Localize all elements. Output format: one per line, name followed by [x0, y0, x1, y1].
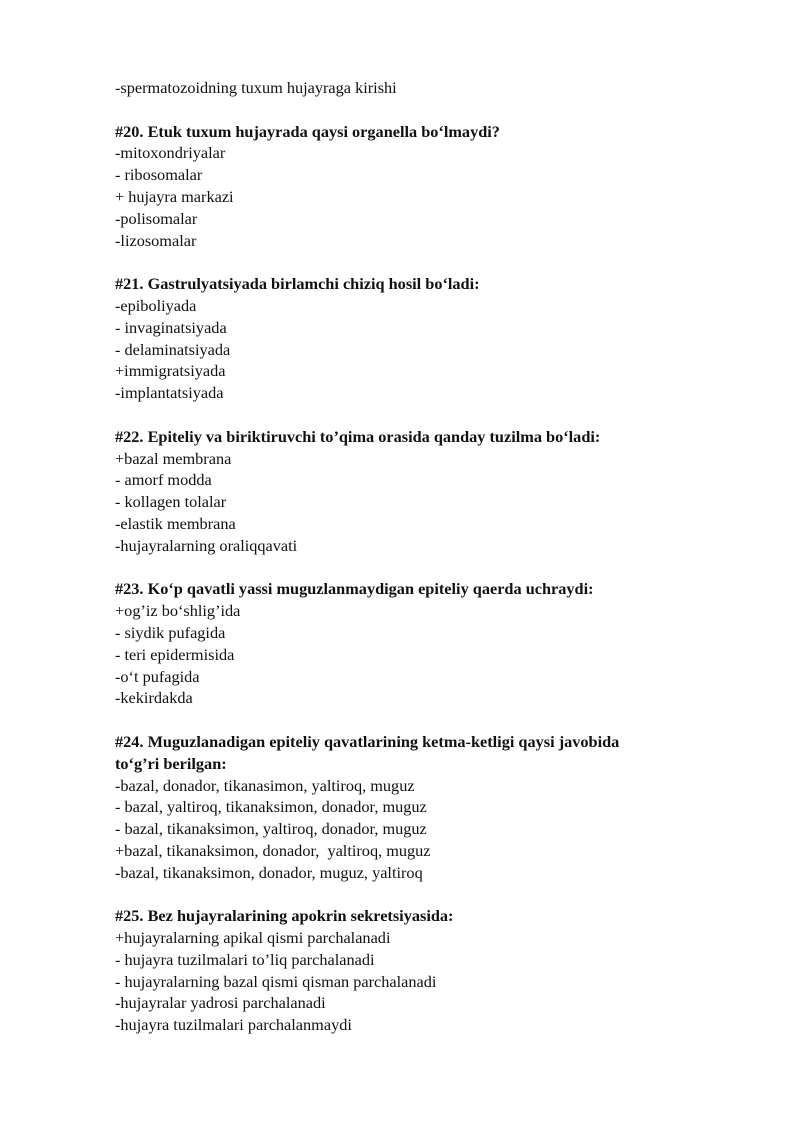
answer-option: -hujayra tuzilmalari parchalanmaydi — [115, 1015, 352, 1035]
answer-option: - bazal, yaltiroq, tikanaksimon, donador, muguz — [115, 797, 427, 817]
spacer — [115, 557, 715, 579]
answer-option: - amorf modda — [115, 470, 212, 490]
answer-option: -epiboliyada — [115, 295, 197, 315]
answer-option: - hujayra tuzilmalari to’liq parchalanadi — [115, 949, 375, 969]
answer-option: - invaginatsiyada — [115, 317, 227, 337]
spacer — [115, 251, 715, 273]
answer-option-correct: +bazal membrana — [115, 448, 232, 468]
question-title: #20. Etuk tuxum hujayrada qaysi organella bo‘lmaydi? — [115, 121, 500, 141]
spacer — [115, 709, 715, 731]
answer-option-correct: +og’iz bo‘shlig’ida — [115, 601, 241, 621]
question-block-20 — [115, 121, 715, 252]
answer-option: -o‘t pufagida — [115, 666, 200, 686]
question-title: #25. Bez hujayralarining apokrin sekretsiyasida: — [115, 906, 454, 926]
answer-option: -hujayralar yadrosi parchalanadi — [115, 993, 326, 1013]
answer-option: - bazal, tikanaksimon, yaltiroq, donador, muguz — [115, 819, 427, 839]
answer-option: -kekirdakda — [115, 688, 193, 708]
answer-option: -bazal, tikanaksimon, donador, muguz, yaltiroq — [115, 862, 423, 882]
answer-option-correct: +hujayralarning apikal qismi parchalanadi — [115, 928, 391, 948]
question-block-25 — [115, 905, 715, 1036]
question-title-line1: #24. Muguzlanadigan epiteliy qavatlarining ketma-ketligi qaysi javobida — [115, 731, 620, 751]
spacer — [115, 404, 715, 426]
question-title: #21. Gastrulyatsiyada birlamchi chiziq hosil bo‘ladi: — [115, 274, 480, 294]
answer-option: -implantatsiyada — [115, 383, 224, 403]
answer-option: - teri epidermisida — [115, 644, 235, 664]
intro-line: -spermatozoidning tuxum hujayraga kirishi — [115, 78, 397, 97]
question-block-21 — [115, 273, 715, 404]
question-block-23 — [115, 578, 715, 709]
answer-option: -elastik membrana — [115, 513, 236, 533]
answer-option-correct: + hujayra markazi — [115, 186, 234, 206]
answer-option: - delaminatsiyada — [115, 339, 231, 359]
spacer — [115, 883, 715, 905]
question-title-line2: to‘g’ri berilgan: — [115, 753, 227, 773]
answer-option: -hujayralarning oraliqqavati — [115, 535, 298, 555]
question-title: #22. Epiteliy va biriktiruvchi to’qima orasida qanday tuzilma bo‘ladi: — [115, 426, 601, 446]
answer-option: -bazal, donador, tikanasimon, yaltiroq, muguz — [115, 775, 415, 795]
spacer — [115, 99, 715, 121]
answer-option: -lizosomalar — [115, 230, 197, 250]
document-content — [115, 77, 715, 1036]
answer-option-correct: +immigratsiyada — [115, 361, 226, 381]
question-block-24 — [115, 731, 715, 884]
question-title: #23. Ko‘p qavatli yassi muguzlanmaydigan epiteliy qaerda uchraydi: — [115, 579, 594, 599]
answer-option: - ribosomalar — [115, 165, 203, 185]
question-block-22 — [115, 426, 715, 557]
answer-option: -polisomalar — [115, 208, 198, 228]
answer-option-correct: +bazal, tikanaksimon, donador, yaltiroq, muguz — [115, 840, 431, 860]
answer-option: - hujayralarning bazal qismi qisman parchalanadi — [115, 971, 437, 991]
answer-option: - kollagen tolalar — [115, 492, 227, 512]
answer-option: -mitoxondriyalar — [115, 143, 226, 163]
answer-option: - siydik pufagida — [115, 622, 226, 642]
